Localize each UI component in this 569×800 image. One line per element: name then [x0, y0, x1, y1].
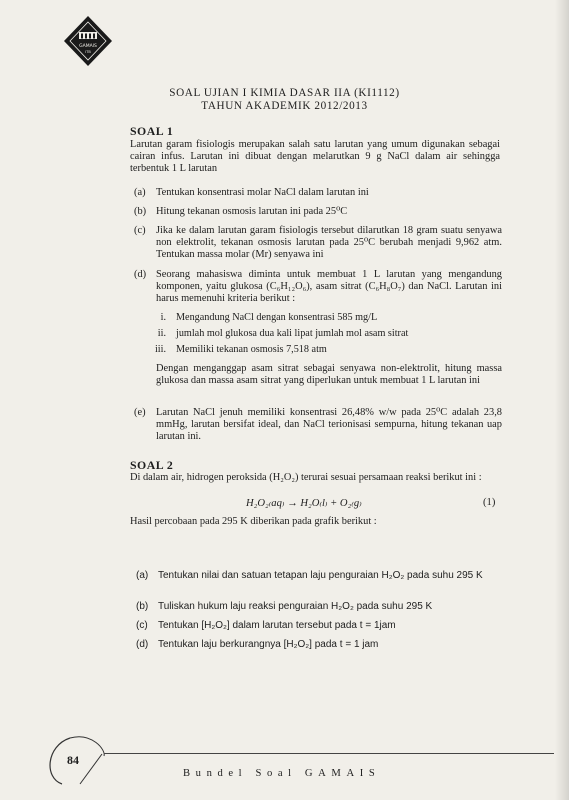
criteria-text: jumlah mol glukosa dua kali lipat jumlah mol asam sitrat	[176, 328, 409, 339]
gamais-logo	[62, 14, 114, 68]
page-number: 84	[67, 753, 79, 767]
soal1-intro: Larutan garam fisiologis merupakan salah satu larutan yang umum digunakan sebagai cairan infus. Larutan ini dibuat dengan melarutkan 9 g NaCl dalam air sehingga terbentuk 1 L larutan	[130, 139, 500, 175]
item-label: (c)	[136, 620, 148, 631]
item-text: Tentukan konsentrasi molar NaCl dalam larutan ini	[156, 187, 369, 198]
item-text: Tentukan [H₂O₂] dalam larutan tersebut pada t = 1jam	[158, 620, 396, 631]
soal1-item-d	[134, 269, 502, 307]
soal2-item-b	[136, 601, 498, 615]
soal2-intro: Di dalam air, hidrogen peroksida (H₂O₂) terurai sesuai persamaan reaksi berikut ini :	[130, 472, 482, 483]
item-text: Tuliskan hukum laju reaksi penguraian H₂O₂ pada suhu 295 K	[158, 601, 433, 612]
soal2-item-d	[136, 639, 498, 653]
criteria-text: Mengandung NaCl dengan konsentrasi 585 mg/L	[176, 312, 378, 323]
item-text: Jika ke dalam larutan garam fisiologis tersebut dilarutkan 18 gram suatu senyawa non elektrolit, tekanan osmosis larutan pada 25⁰C berubah menjadi 9,962 atm. Tentukan massa molar (Mr) senyawa ini	[156, 225, 502, 261]
item-label: (d)	[134, 269, 147, 280]
logo-text-1: GAMAIS	[79, 44, 97, 49]
item-text: Larutan NaCl jenuh memiliki konsentrasi 26,48% w/w pada 25⁰C adalah 23,8 mmHg, larutan bersifat ideal, dan NaCl terionisasi sempurna, hitung tekanan uap larutan ini.	[156, 407, 502, 443]
soal1-heading: SOAL 1	[130, 124, 174, 138]
soal1-d-note: Dengan menganggap asam sitrat sebagai senyawa non-elektrolit, hitung massa glukosa dan massa asam sitrat yang diperlukan untuk membuat 1 L larutan ini	[156, 363, 502, 387]
graph-intro: Hasil percobaan pada 295 K diberikan pada grafik berikut :	[130, 516, 377, 527]
item-text: Seorang mahasiswa diminta untuk membuat 1 L larutan yang mengandung komponen, yaitu glukosa (C₆H₁₂O₆), asam sitrat (C₆H₈O₇) dan NaCl. Larutan ini harus memenuhi kriteria berikut :	[156, 269, 502, 305]
soal2-heading: SOAL 2	[130, 458, 174, 472]
item-label: (a)	[134, 187, 146, 198]
item-label: (e)	[134, 407, 146, 418]
item-label: (c)	[134, 225, 146, 236]
soal2-item-a	[136, 570, 498, 598]
item-label: (b)	[136, 601, 149, 612]
soal1-item-b	[134, 206, 502, 220]
soal1-item-e	[134, 407, 502, 445]
item-text: Tentukan laju berkurangnya [H₂O₂] pada t = 1 jam	[158, 639, 379, 650]
item-label: (d)	[136, 639, 149, 650]
criteria-item-3	[150, 344, 480, 357]
item-text: Tentukan nilai dan satuan tetapan laju penguraian H₂O₂ pada suhu 295 K	[158, 570, 483, 581]
soal1-item-a	[134, 187, 502, 201]
criteria-label: iii.	[154, 344, 166, 355]
page-edge-shadow	[555, 0, 569, 800]
book-title: Bundel Soal GAMAIS	[183, 768, 381, 779]
criteria-item-2	[150, 328, 480, 341]
soal2-item-c	[136, 620, 498, 634]
item-label: (a)	[136, 570, 149, 581]
criteria-text: Memiliki tekanan osmosis 7,518 atm	[176, 344, 327, 355]
footer-rule	[104, 753, 554, 754]
criteria-item-1	[150, 312, 480, 325]
equation-number: (1)	[483, 497, 496, 508]
reaction-equation: H₂O₂₍aq₎ → H₂O₍l₎ + O₂₍g₎	[246, 498, 362, 509]
criteria-label: ii.	[157, 328, 166, 339]
criteria-label: i.	[160, 312, 166, 323]
academic-year: TAHUN AKADEMIK 2012/2013	[201, 100, 368, 112]
logo-text-2: ITB	[85, 50, 91, 54]
exam-title: SOAL UJIAN I KIMIA DASAR IIA (KI1112)	[169, 87, 400, 99]
soal1-item-c	[134, 225, 502, 263]
item-label: (b)	[134, 206, 147, 217]
item-text: Hitung tekanan osmosis larutan ini pada 25⁰C	[156, 206, 348, 217]
